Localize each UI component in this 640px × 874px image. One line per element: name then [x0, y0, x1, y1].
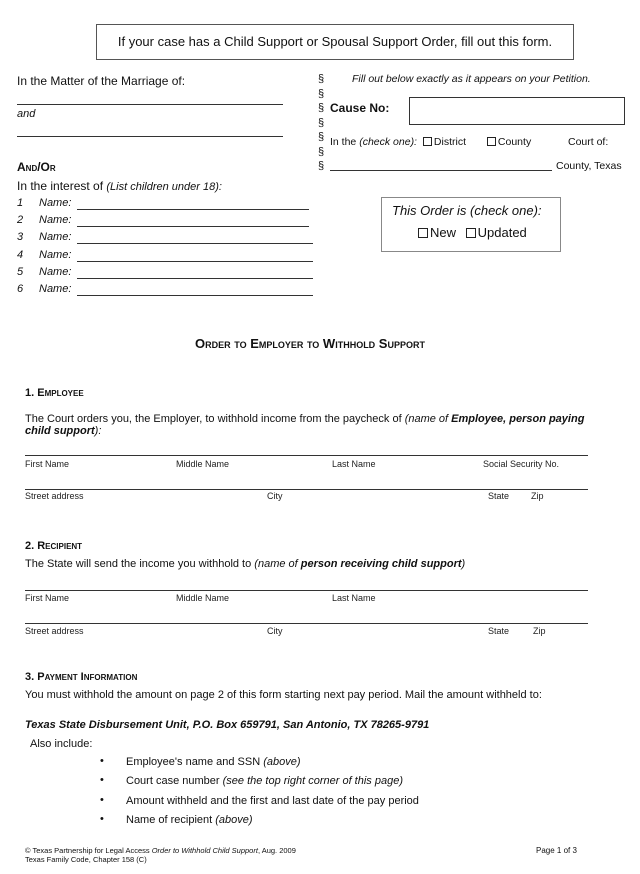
child-name-line[interactable]: [77, 231, 313, 244]
payment-address: Texas State Disbursement Unit, P.O. Box 659791, San Antonio, TX 78265-9791: [25, 719, 430, 731]
interest-label: [17, 179, 222, 193]
recipient-heading: 2. Recipient: [25, 540, 83, 552]
child-name-line[interactable]: [77, 214, 309, 227]
order-type-options: [418, 225, 527, 240]
cause-label: Cause No:: [330, 101, 390, 115]
section-mark: §: [318, 145, 325, 158]
recipient-note-suffix: ): [461, 558, 466, 570]
party1-line[interactable]: [17, 92, 283, 105]
also-include-label: Also include:: [30, 738, 93, 750]
recipient-note-bold: person receiving child support: [300, 558, 462, 570]
recipient-instruction: [25, 558, 465, 570]
district-checkbox[interactable]: [423, 137, 432, 146]
andor-label: And/Or: [17, 160, 56, 174]
recipient-last-name-label: Last Name: [332, 593, 376, 603]
order-type-text: This Order is: [392, 203, 471, 218]
county-checkbox[interactable]: [487, 137, 496, 146]
recipient-address-line[interactable]: [25, 612, 588, 624]
child-number: 3: [17, 231, 24, 244]
child-name-line[interactable]: [77, 197, 309, 210]
bullet-icon: •: [100, 755, 104, 767]
employee-zip-label: Zip: [531, 491, 544, 501]
employee-ssn-label: Social Security No.: [483, 459, 560, 469]
child-number: 2: [17, 214, 24, 227]
employee-first-name-label: First Name: [25, 459, 70, 469]
recipient-city-label: City: [267, 626, 283, 636]
footer-line2: Texas Family Code, Chapter 158 (C): [25, 855, 147, 864]
payment-item-text: Employee's name and SSN: [126, 756, 264, 768]
section-mark: §: [318, 116, 325, 129]
payment-item: [100, 795, 580, 814]
section-mark: §: [318, 160, 325, 172]
updated-checkbox[interactable]: [466, 228, 476, 238]
children-list: [17, 197, 317, 300]
order-type-box: [381, 197, 561, 252]
payment-items-list: [100, 756, 580, 833]
document-title: Order to Employer to Withhold Support: [195, 336, 425, 351]
payment-item-note: (see the top right corner of this page): [222, 775, 403, 788]
new-label: New: [430, 225, 457, 240]
payment-item: [100, 756, 580, 775]
county-line[interactable]: [330, 160, 552, 171]
payment-heading: 3. Payment Information: [25, 671, 138, 683]
child-row: [17, 231, 317, 248]
county-texas-label: County, Texas: [556, 160, 622, 172]
in-the-label: In the: [330, 136, 360, 148]
interest-note: (List children under 18):: [106, 181, 222, 193]
footer-line1-italic: Order to Withhold Child Support: [151, 846, 258, 855]
footer-credit: [25, 846, 296, 864]
payment-instruction: You must withhold the amount on page 2 of this form starting next pay period. Mail the amount withheld to:: [25, 689, 542, 701]
bullet-icon: •: [100, 774, 104, 787]
payment-item-text: Amount withheld and the first and last date of the pay period: [126, 794, 419, 807]
child-number: 6: [17, 282, 24, 295]
payment-item: [100, 775, 580, 794]
child-name-label: Name:: [39, 197, 72, 209]
district-label: District: [433, 136, 466, 148]
order-type-title: [392, 203, 542, 218]
child-row: [17, 197, 317, 214]
section-mark: §: [318, 102, 325, 114]
court-check-note: (check one):: [359, 136, 417, 148]
employee-middle-name-label: Middle Name: [176, 459, 230, 469]
matter-title: In the Matter of the Marriage of:: [17, 74, 186, 88]
recipient-note-prefix: (name of: [254, 558, 301, 570]
payment-item-note: (above): [263, 756, 301, 768]
child-row: [17, 283, 317, 300]
section-mark: §: [318, 87, 325, 100]
child-name-line[interactable]: [77, 249, 313, 262]
interest-text: In the interest of: [17, 179, 107, 193]
employee-address-line[interactable]: [25, 478, 588, 490]
child-name-label: Name:: [39, 282, 72, 295]
payment-item-text: Name of recipient: [126, 813, 216, 826]
order-check-note: (check one):: [470, 203, 542, 218]
recipient-name-line[interactable]: [25, 579, 588, 591]
recipient-middle-name-label: Middle Name: [176, 593, 230, 603]
employee-heading: 1. Employee: [25, 387, 84, 399]
payment-item-text: Court case number: [126, 775, 223, 788]
recipient-text: The State will send the income you withhold to: [25, 558, 255, 570]
child-name-label: Name:: [39, 248, 72, 261]
child-row: [17, 214, 317, 231]
payment-item-content: [126, 775, 403, 787]
payment-item: [100, 814, 580, 833]
payment-item-content: [126, 795, 419, 807]
court-of-label: Court of:: [568, 136, 609, 148]
recipient-zip-label: Zip: [533, 626, 546, 636]
employee-note-prefix: (name of: [404, 413, 452, 425]
cause-number-field[interactable]: [409, 97, 625, 125]
employee-text: The Court orders you, the Employer, to withhold income from the paycheck of: [25, 413, 405, 425]
payment-item-content: [126, 814, 253, 826]
section-marks: [318, 72, 324, 174]
child-name-label: Name:: [39, 214, 72, 227]
header-notice: If your case has a Child Support or Spousal Support Order, fill out this form.: [96, 24, 574, 60]
employee-name-line[interactable]: [25, 444, 588, 456]
section-mark: §: [318, 73, 325, 85]
child-name-label: Name:: [39, 231, 72, 244]
employee-street-label: Street address: [25, 491, 84, 501]
employee-note-suffix: ):: [94, 425, 102, 437]
child-name-line[interactable]: [77, 283, 313, 296]
child-name-label: Name:: [39, 265, 72, 278]
payment-item-content: [126, 756, 301, 768]
recipient-first-name-label: First Name: [25, 593, 70, 603]
child-row: [17, 249, 317, 266]
employee-last-name-label: Last Name: [332, 459, 376, 469]
employee-instruction: [25, 413, 605, 437]
employee-state-label: State: [488, 491, 510, 501]
child-row: [17, 266, 317, 283]
new-checkbox[interactable]: [418, 228, 428, 238]
bullet-icon: •: [100, 793, 104, 806]
page-number: Page 1 of 3: [536, 846, 577, 855]
recipient-street-label: Street address: [25, 626, 84, 636]
child-number: 5: [17, 265, 24, 278]
employee-city-label: City: [267, 491, 283, 501]
footer-line1-suffix: , Aug. 2009: [257, 846, 296, 855]
party2-line[interactable]: [17, 124, 283, 137]
employee-note-bold: Employee, person paying child support: [25, 413, 585, 437]
section-mark: §: [318, 131, 325, 143]
recipient-state-label: State: [488, 626, 510, 636]
footer-line1: [25, 846, 296, 855]
payment-item-note: (above): [215, 813, 253, 826]
and-label: and: [17, 108, 36, 120]
footer-line1-prefix: © Texas Partnership for Legal Access: [25, 846, 152, 855]
child-number: 4: [17, 248, 24, 261]
updated-label: Updated: [477, 225, 527, 240]
petition-note: Fill out below exactly as it appears on your Petition.: [352, 73, 591, 85]
child-number: 1: [17, 197, 24, 209]
child-name-line[interactable]: [77, 266, 313, 279]
court-type-row: [330, 136, 531, 148]
bullet-icon: •: [100, 812, 104, 825]
county-label: County: [497, 136, 532, 148]
